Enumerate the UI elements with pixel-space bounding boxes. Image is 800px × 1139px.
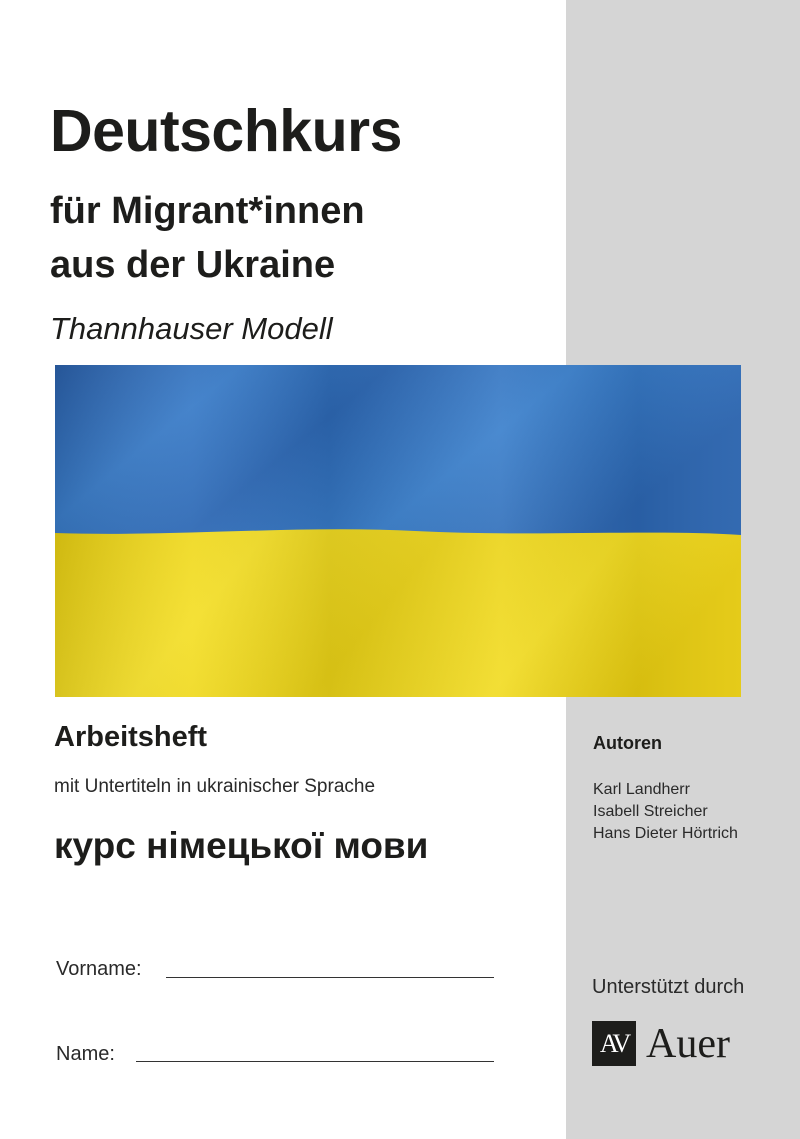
subtitle-line-2: aus der Ukraine (50, 244, 336, 286)
ukraine-flag-image (55, 365, 741, 697)
subtitle-line-1: für Migrant*innen (50, 190, 365, 232)
support-text: Unterstützt durch (592, 976, 745, 998)
name-line[interactable] (136, 1061, 494, 1062)
author-name: Karl Landherr (593, 781, 690, 798)
first-name-line[interactable] (166, 977, 494, 978)
book-title: Deutschkurs (50, 98, 402, 164)
ukrainian-title: курс німецької мови (54, 825, 429, 866)
workbook-heading: Arbeitsheft (54, 721, 208, 753)
name-label: Name: (56, 1043, 115, 1065)
author-name: Isabell Streicher (593, 803, 708, 820)
publisher-logo-icon: AV (592, 1021, 636, 1066)
workbook-subtitle: mit Untertiteln in ukrainischer Sprache (54, 776, 376, 797)
first-name-label: Vorname: (56, 958, 142, 980)
authors-heading: Autoren (593, 733, 662, 753)
model-name: Thannhauser Modell (50, 311, 333, 346)
publisher-name: Auer (646, 1021, 730, 1067)
author-name: Hans Dieter Hörtrich (593, 825, 738, 842)
